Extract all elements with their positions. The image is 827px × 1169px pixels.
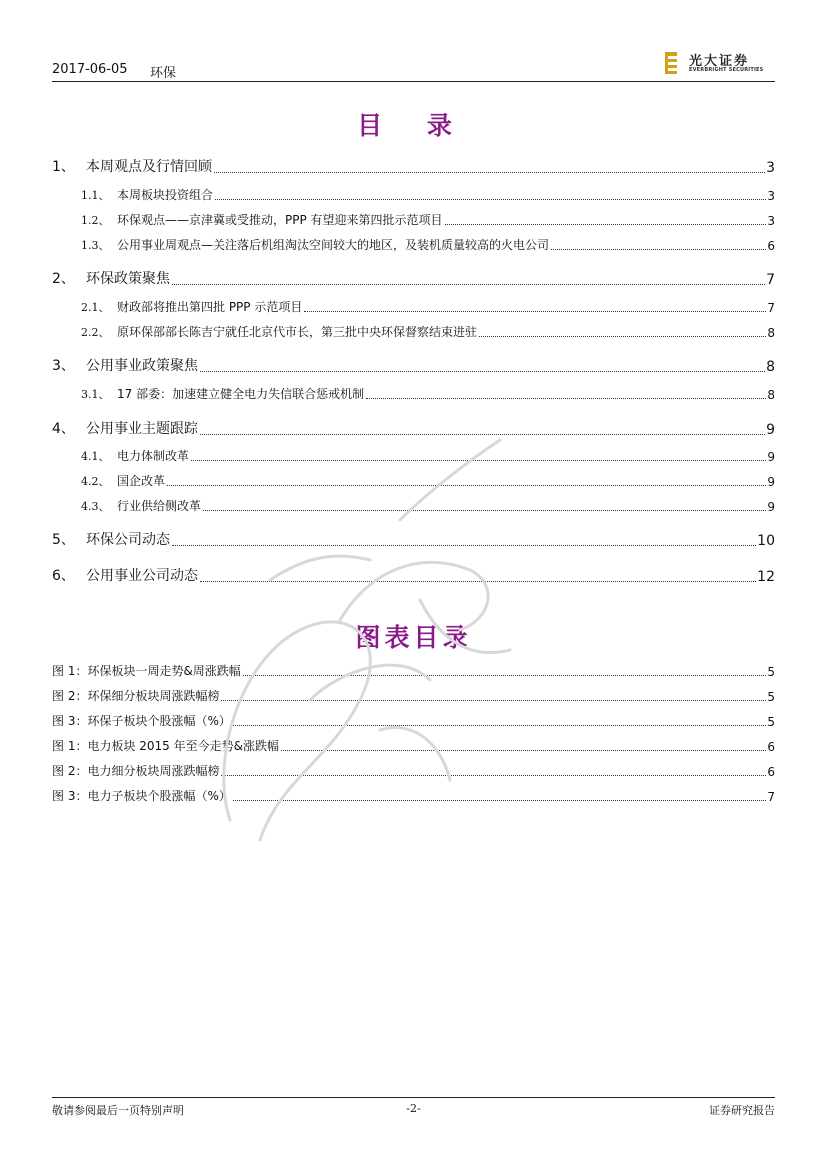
toc-entry-page: 9: [766, 422, 775, 438]
toc-entry-page: 7: [767, 301, 775, 315]
toc-entry[interactable]: 2.2、 原环保部部长陈吉宁就任北京代市长，第三批中央环保督察结束进驻 8: [81, 325, 775, 340]
toc-entry-text: 本周观点及行情回顾: [86, 159, 212, 175]
toc-entry[interactable]: 4.1、 电力体制改革 9: [81, 449, 775, 464]
page-footer: [52, 1097, 775, 1117]
page-number: -2-: [406, 1102, 421, 1115]
logo-text-en: EVERBRIGHT SECURITIES: [689, 67, 764, 73]
figure-entry-page: 7: [767, 790, 775, 804]
figure-entry-text: 图 3：环保子板块个股涨幅（%）: [52, 714, 231, 728]
toc-entry-text: 17 部委：加速建立健全电力失信联合惩戒机制: [117, 387, 365, 401]
figure-entry-text: 图 1：环保板块一周走势&周涨跌幅: [52, 664, 241, 678]
toc-entry-text: 公用事业公司动态: [86, 568, 198, 584]
toc-entry-text: 原环保部部长陈吉宁就任北京代市长，第三批中央环保督察结束进驻: [117, 325, 478, 339]
figure-entry[interactable]: [52, 711, 775, 729]
toc-entry[interactable]: 2、 环保政策聚焦 7: [52, 270, 775, 288]
report-type: 证券研究报告: [709, 1104, 775, 1117]
toc-entry[interactable]: 1.1、 本周板块投资组合 3: [81, 188, 775, 203]
toc-entry-page: 8: [767, 326, 775, 340]
figure-entry[interactable]: [52, 661, 775, 679]
toc-entry-page: 12: [757, 569, 775, 585]
report-date: 2017-06-05: [52, 62, 128, 77]
toc-entry-text: 行业供给侧改革: [117, 499, 202, 513]
toc-entry-page: 10: [757, 533, 775, 549]
header-rule: [52, 81, 775, 82]
toc-entry-page: 8: [766, 359, 775, 375]
toc-entry-page: 9: [767, 450, 775, 464]
toc-entry-page: 3: [766, 160, 775, 176]
figure-entry[interactable]: [52, 786, 775, 804]
toc-entry-page: 6: [767, 239, 775, 253]
figure-entry-text: 图 2：环保细分板块周涨跌幅榜: [52, 689, 220, 703]
toc-entry[interactable]: 1.2、 环保观点——京津冀或受推动，PPP 有望迎来第四批示范项目 3: [81, 213, 775, 228]
toc-title: 目 录: [357, 111, 470, 140]
toc-entry-page: 7: [766, 272, 775, 288]
toc-entry-text: 电力体制改革: [117, 449, 190, 463]
toc-entry-page: 9: [767, 500, 775, 514]
toc-entry-text: 本周板块投资组合: [117, 188, 214, 202]
figures-title: 图表目录: [355, 623, 472, 652]
everbright-logo-icon: [665, 52, 683, 74]
figure-entry-page: 6: [767, 740, 775, 754]
toc-entry[interactable]: 1、 本周观点及行情回顾 3: [52, 158, 775, 176]
page-header: [52, 56, 775, 80]
figure-entry-text: 图 1：电力板块 2015 年至今走势&涨跌幅: [52, 739, 279, 753]
figure-entry[interactable]: [52, 761, 775, 779]
figure-entry-page: 5: [767, 715, 775, 729]
figure-entry-page: 5: [767, 690, 775, 704]
report-sector: 环保: [150, 66, 177, 81]
toc-entry[interactable]: 3、 公用事业政策聚焦 8: [52, 357, 775, 375]
toc-entry-page: 9: [767, 475, 775, 489]
figure-entry[interactable]: [52, 686, 775, 704]
figure-entry[interactable]: [52, 736, 775, 754]
logo-text-cn: 光大证券: [689, 54, 750, 69]
figure-entry-page: 6: [767, 765, 775, 779]
disclaimer-note: 敬请参阅最后一页特别声明: [52, 1104, 184, 1117]
company-logo: [665, 52, 775, 78]
toc-entry[interactable]: 4.2、 国企改革 9: [81, 474, 775, 489]
toc-entry[interactable]: 4.3、 行业供给侧改革 9: [81, 499, 775, 514]
toc-entry[interactable]: 6、 公用事业公司动态 12: [52, 567, 775, 585]
toc-entry-text: 环保公司动态: [86, 532, 170, 548]
toc-entry-page: 3: [767, 214, 775, 228]
figure-entry-page: 5: [767, 665, 775, 679]
toc-entry-text: 公用事业主题跟踪: [86, 421, 198, 437]
toc-entry-text: 环保观点——京津冀或受推动，PPP 有望迎来第四批示范项目: [117, 213, 443, 227]
toc-entry-page: 3: [767, 189, 775, 203]
toc-entry-text: 环保政策聚焦: [86, 271, 170, 287]
figure-entry-text: 图 3：电力子板块个股涨幅（%）: [52, 789, 231, 803]
toc-entry-text: 国企改革: [117, 474, 166, 488]
toc-entry[interactable]: 3.1、 17 部委：加速建立健全电力失信联合惩戒机制 8: [81, 387, 775, 402]
toc-entry-text: 财政部将推出第四批 PPP 示范项目: [117, 300, 303, 314]
toc-entry[interactable]: 4、 公用事业主题跟踪 9: [52, 420, 775, 438]
toc-entry[interactable]: 1.3、 公用事业周观点—关注落后机组淘汰空间较大的地区，及装机质量较高的火电公司 6: [81, 238, 775, 253]
toc-entry[interactable]: 5、 环保公司动态 10: [52, 531, 775, 549]
toc-entry-page: 8: [767, 388, 775, 402]
figure-entry-text: 图 2：电力细分板块周涨跌幅榜: [52, 764, 220, 778]
toc-entry[interactable]: 2.1、 财政部将推出第四批 PPP 示范项目 7: [81, 300, 775, 315]
toc-entry-text: 公用事业周观点—关注落后机组淘汰空间较大的地区，及装机质量较高的火电公司: [117, 238, 550, 252]
toc-entry-text: 公用事业政策聚焦: [86, 358, 198, 374]
